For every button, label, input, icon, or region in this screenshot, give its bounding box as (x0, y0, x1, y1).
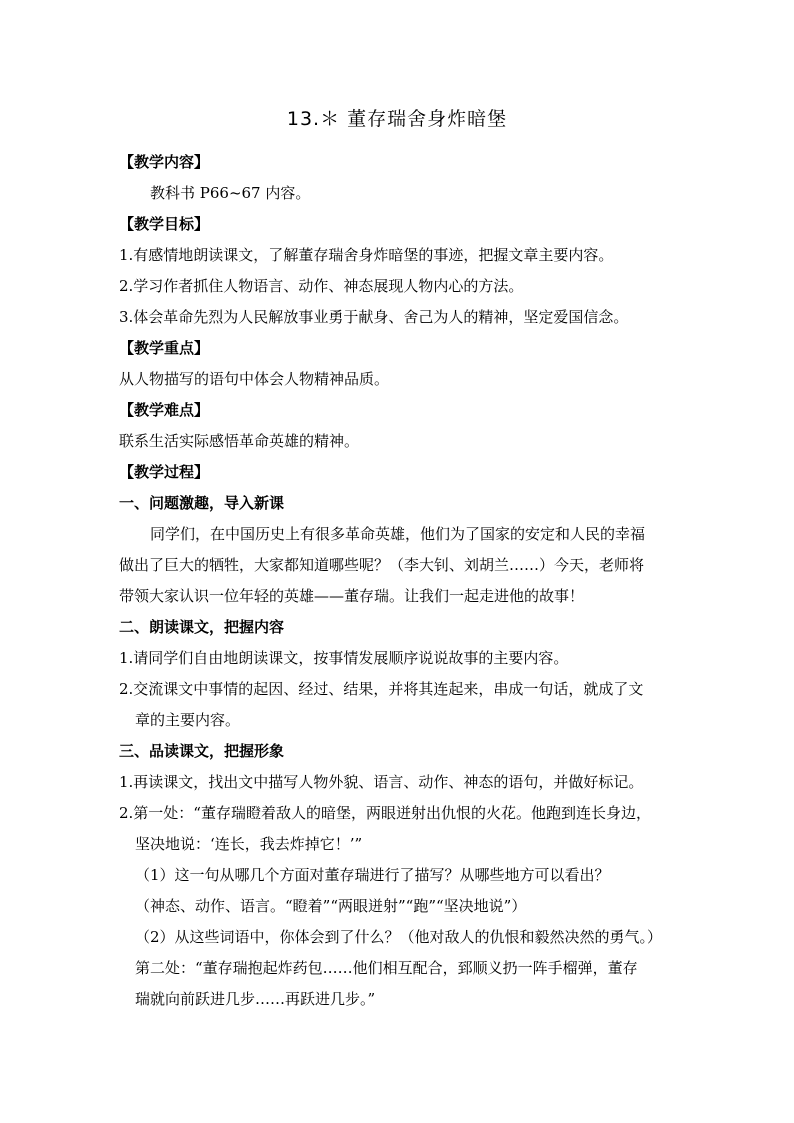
step3-item1: 1.再读课文，找出文中描写人物外貌、语言、动作、神态的语句，并做好标记。 (119, 773, 644, 791)
content-heading: 【教学内容】 (119, 153, 210, 171)
step3-heading: 三、品读课文，把握形象 (119, 742, 285, 760)
step3-answer1: （神态、动作、语言。“瞪着”“两眼迸射”“跑”“坚决地说”） (135, 897, 527, 915)
step1-paragraph-line1: 同学们，在中国历史上有很多革命英雄，他们为了国家的安定和人民的幸福 (150, 525, 646, 543)
page-title: 13.＊ 董存瑞舍身炸暗堡 (286, 108, 508, 130)
step3-question2: （2）从这些词语中，你体会到了什么？（他对敌人的仇恨和毅然决然的勇气。） (135, 928, 663, 946)
step1-paragraph-line2: 做出了巨大的牺牲，大家都知道哪些呢？（李大钊、刘胡兰……）今天，老师将 (119, 556, 645, 574)
step3-item2-line2: 坚决地说：‘连长，我去炸掉它！’” (135, 835, 363, 853)
content-text: 教科书 P66~67 内容。 (150, 184, 311, 202)
key-text: 从人物描写的语句中体会人物精神品质。 (119, 370, 390, 388)
key-heading: 【教学重点】 (119, 339, 210, 357)
step3-second-line1: 第二处：“董存瑞抱起炸药包……他们相互配合，郅顺义扔一阵手榴弹，董存 (135, 959, 638, 977)
step2-item1: 1.请同学们自由地朗读课文，按事情发展顺序说说故事的主要内容。 (119, 649, 569, 667)
step3-item2-line1: 2.第一处：“董存瑞瞪着敌人的暗堡，两眼迸射出仇恨的火花。他跑到连长身边， (119, 804, 651, 822)
goal-1: 1.有感情地朗读课文，了解董存瑞舍身炸暗堡的事迹，把握文章主要内容。 (119, 246, 614, 264)
step3-question1: （1）这一句从哪几个方面对董存瑞进行了描写？从哪些地方可以看出？ (135, 866, 610, 884)
step1-paragraph-line3: 带领大家认识一位年轻的英雄——董存瑞。让我们一起走进他的故事！ (119, 587, 585, 605)
difficulty-heading: 【教学难点】 (119, 401, 210, 419)
step2-item2-line1: 2.交流课文中事情的起因、经过、结果，并将其连起来，串成一句话，就成了文 (119, 680, 644, 698)
step1-heading: 一、问题激趣，导入新课 (119, 494, 285, 512)
goal-3: 3.体会革命先烈为人民解放事业勇于献身、舍己为人的精神，坚定爱国信念。 (119, 308, 629, 326)
step2-heading: 二、朗读课文，把握内容 (119, 618, 285, 636)
process-heading: 【教学过程】 (119, 463, 210, 481)
step3-second-line2: 瑞就向前跃进几步……再跃进几步。” (135, 990, 376, 1008)
goal-2: 2.学习作者抓住人物语言、动作、神态展现人物内心的方法。 (119, 277, 524, 295)
step2-item2-line2: 章的主要内容。 (135, 711, 241, 729)
goals-heading: 【教学目标】 (119, 215, 210, 233)
difficulty-text: 联系生活实际感悟革命英雄的精神。 (119, 432, 360, 450)
